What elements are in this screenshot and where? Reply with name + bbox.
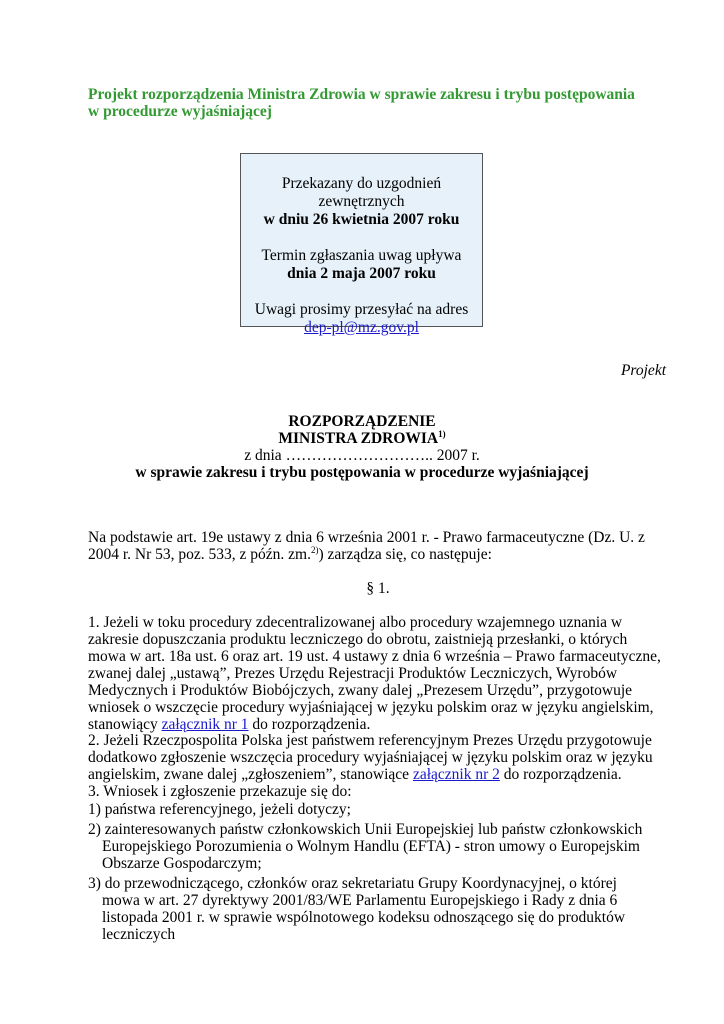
notice-line-3: Uwagi prosimy przesyłać na adres: [254, 301, 469, 318]
preamble-text: Na podstawie art. 19e ustawy z dnia 6 września 2001 r. - Prawo farmaceutyczne (Dz. U. z 2004 r. Nr 53, poz. 533, z późn. zm.: [88, 529, 645, 563]
notice-line-1: Przekazany do uzgodnień zewnętrznych: [281, 175, 442, 210]
regulation-heading: [60, 413, 664, 481]
footnote-ref-1: 1): [438, 428, 446, 439]
notice-line-2: Termin zgłaszania uwag upływa: [261, 247, 462, 264]
paragraph-1-end: do rozporządzenia.: [248, 716, 371, 733]
notice-date-1: w dniu 26 kwietnia 2007 roku: [263, 211, 460, 228]
paragraph-1-text: 1. Jeżeli w toku procedury zdecentralizowanej albo procedury wzajemnego uznania w zakresie dopuszczania produktu leczniczego do obrotu, zaistnieją przesłanki, o których mowa w art. 18a ust. 6 oraz art. 19 ust. 4 ustawy z dnia 6 września – Prawo farmaceutyczne, zwanej dalej „ustawą”, Prezes Urzędu Rejestracji Produktów Leczniczych, Wyrobów Medycznych i Produktów Biobójczych, zwany dalej „Prezesem Urzędu”, przygotowuje wniosek o wszczęcie procedury wyjaśniającej w języku polskim oraz w języku angielskim, stanowiący: [88, 614, 661, 733]
paragraph-2-text: 2. Jeżeli Rzeczpospolita Polska jest państwem referencyjnym Prezes Urzędu przygotowuje dodatkowo zgłoszenie wszczęcia procedury wyjaśniającej w języku polskim oraz w języku angielskim, zwane dalej „zgłoszeniem”, stanowiące: [88, 732, 653, 783]
paragraph-2: [88, 732, 668, 783]
list-item-2: 2) zainteresowanych państw członkowskich Unii Europejskiej lub państw członkowskich Europejskiego Porozumienia o Wolnym Handlu (EFTA) - stron umowy o Europejskim Obszarze Gospodarczym;: [88, 821, 643, 872]
projekt-label: Projekt: [620, 362, 666, 379]
heading-line-1: ROZPORZĄDZENIE: [288, 413, 436, 430]
paragraph-3: 3. Wniosek i zgłoszenie przekazuje się do:: [88, 783, 352, 800]
paragraph-1: [88, 614, 668, 733]
preamble-end: ) zarządza się, co następuje:: [318, 546, 492, 563]
heading-date-line: z dnia ……………………….. 2007 r.: [244, 447, 480, 464]
heading-line-2: MINISTRA ZDROWIA: [278, 430, 439, 447]
recipients-list: [88, 801, 648, 943]
footnote-ref-2: 2): [311, 544, 319, 555]
list-item-1: 1) państwa referencyjnego, jeżeli dotyczy;: [88, 801, 351, 818]
heading-subject: w sprawie zakresu i trybu postępowania w procedurze wyjaśniającej: [135, 464, 589, 481]
paragraph-2-end: do rozporządzenia.: [499, 766, 622, 783]
heading-line-2-wrap: [60, 430, 664, 447]
annex-1-link[interactable]: załącznik nr 1: [161, 716, 249, 733]
notice-date-2: dnia 2 maja 2007 roku: [287, 265, 436, 282]
list-item-3: 3) do przewodniczącego, członków oraz sekretariatu Grupy Koordynacyjnej, o której mowa w art. 27 dyrektywy 2001/83/WE Parlamentu Europejskiego i Rady z dnia 6 listopada 2001 r. w sprawie wspólnotowego kodeksu odnoszącego się do produktów leczniczych: [88, 875, 626, 943]
annex-2-link[interactable]: załącznik nr 2: [412, 766, 500, 783]
document-title: Projekt rozporządzenia Ministra Zdrowia w sprawie zakresu i trybu postępowania w procedurze wyjaśniającej: [88, 86, 635, 120]
email-link[interactable]: dep-pl@mz.gov.pl: [304, 319, 419, 336]
section-number: § 1.: [366, 580, 390, 597]
preamble: [88, 529, 668, 563]
consultation-notice-box: [240, 153, 483, 336]
